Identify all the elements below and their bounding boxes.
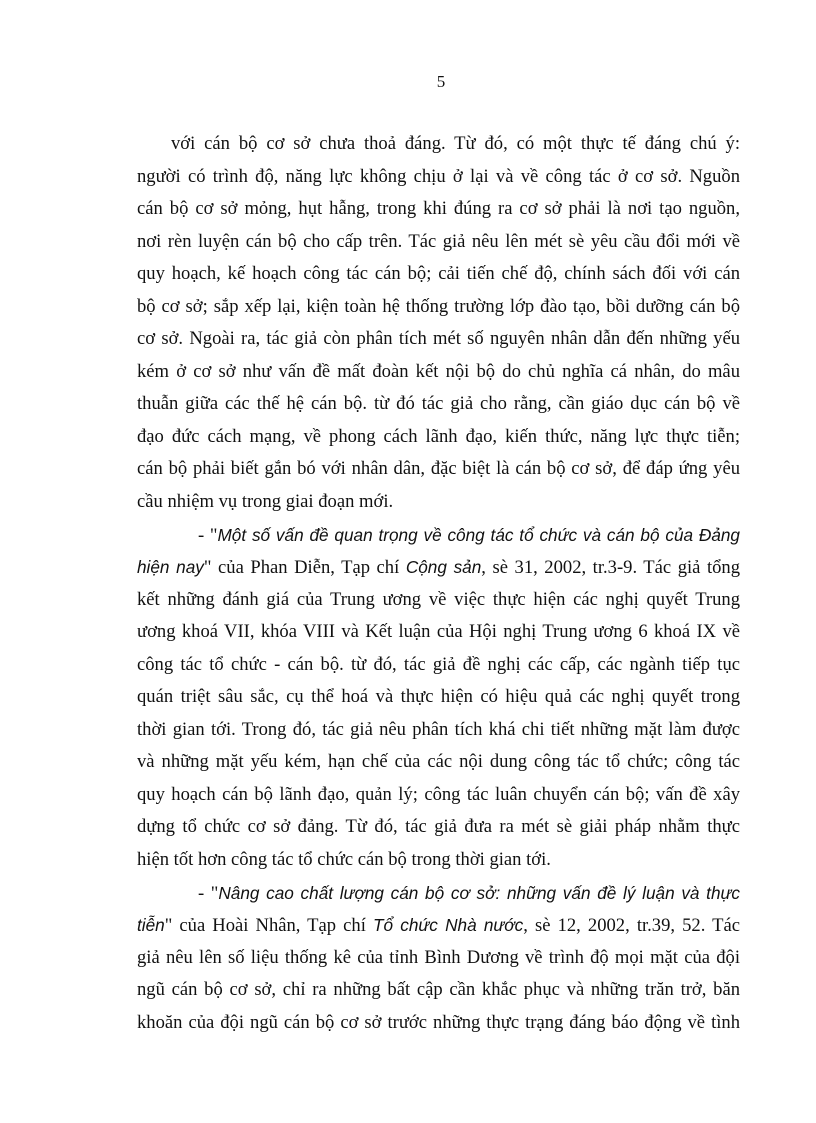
text-line: cán bộ cơ sở mỏng, hụt hẫng, trong khi đúng ra cơ sở phải là nơi tạo nguồn,	[137, 198, 740, 220]
text-line: hiện tốt hơn công tác tổ chức cán bộ trong thời gian tới.	[137, 849, 551, 871]
reference-title: Nâng cao chất lượng cán bộ cơ sở: những vấn đề lý luận và thực	[218, 882, 740, 903]
text-line: khoăn của đội ngũ cán bộ cơ sở trước những thực trạng đáng báo động về tình	[137, 1011, 740, 1033]
text-line: cầu nhiệm vụ trong giai đoạn mới.	[137, 491, 394, 513]
text-line: cơ sở. Ngoài ra, tác giả còn phân tích mét số nguyên nhân dẫn đến những yếu	[137, 328, 740, 350]
text-line: và những mặt yếu kém, hạn chế của các nội dung công tác tổ chức; công tác	[137, 751, 740, 773]
reference-title-continued: hiện nay	[137, 557, 204, 578]
reference-title-continued: tiễn	[137, 915, 165, 936]
reference-journal: Tổ chức Nhà nước	[372, 915, 524, 936]
text-line: quy hoạch cán bộ lãnh đạo, quản lý; công tác luân chuyển cán bộ; vấn đề xây	[137, 783, 740, 805]
quote-mark: "	[209, 524, 218, 546]
bullet-dash: -	[198, 524, 210, 546]
text-line: quy hoạch, kế hoạch công tác cán bộ; cải tiến chế độ, chính sách đối với cán	[137, 263, 740, 285]
quote-mark: "	[164, 915, 173, 937]
text-line: với cán bộ cơ sở chưa thoả đáng. Từ đó, có một thực tế đáng chú ý:	[171, 133, 740, 154]
text-line: kém ở cơ sở như vấn đề mất đoàn kết nội bộ do chủ nghĩa cá nhân, do mâu	[137, 360, 740, 382]
reference-entry-2-author-line	[137, 909, 740, 942]
text-line: giả nêu lên số liệu thống kê của tỉnh Bình Dương về trình độ mọi mặt của đội	[137, 946, 740, 968]
text-line: ương khoá VII, khóa VIII và Kết luận của Hội nghị Trung ương 6 khoá IX về	[137, 621, 740, 643]
reference-title: Một số vấn đề quan trọng về công tác tổ chức và cán bộ của Đảng	[217, 524, 740, 545]
quote-mark: "	[210, 882, 219, 904]
text-line: dựng tổ chức cơ sở đảng. Từ đó, tác giả đưa ra mét sè giải pháp nhằm thực	[137, 816, 740, 838]
reference-entry-2-title-line	[137, 877, 740, 910]
text-line: cán bộ phải biết gắn bó với nhân dân, đặc biệt là cán bộ cơ sở, để đáp ứng yêu	[137, 458, 740, 480]
text-line: quán triệt sâu sắc, cụ thể hoá và thực hiện có hiệu quả các nghị quyết trong	[137, 686, 740, 708]
page-number: 5	[436, 72, 446, 91]
reference-author: của Hoài Nhân, Tạp chí	[172, 915, 373, 937]
reference-details: , sè 31, 2002, tr.3-9. Tác giả tổng	[481, 557, 741, 579]
text-line: kết những đánh giá của Trung ương về việc thực hiện các nghị quyết Trung	[137, 588, 740, 610]
text-line: thuẫn giữa các thế hệ cán bộ. từ đó tác giả cho rằng, cần giáo dục cán bộ về	[137, 393, 740, 415]
reference-entry-1-author-line	[137, 551, 740, 584]
text-line: nơi rèn luyện cán bộ cho cấp trên. Tác giả nêu lên mét sè yêu cầu đổi mới về	[137, 230, 740, 252]
text-line: bộ cơ sở; sắp xếp lại, kiện toàn hệ thống trường lớp đào tạo, bồi dưỡng cán bộ	[137, 295, 740, 317]
reference-details: , sè 12, 2002, tr.39, 52. Tác	[523, 915, 740, 937]
bullet-dash: -	[198, 882, 211, 904]
text-line: công tác tổ chức - cán bộ. từ đó, tác giả đề nghị các cấp, các ngành tiếp tục	[137, 653, 740, 675]
text-line: thời gian tới. Trong đó, tác giả nêu phân tích khá chi tiết những mặt làm được	[137, 718, 740, 740]
reference-author: của Phan Diễn, Tạp chí	[211, 557, 406, 579]
body-text	[137, 128, 740, 1039]
text-line: người có trình độ, năng lực không chịu ở lại và về công tác ở cơ sở. Nguồn	[137, 165, 740, 187]
text-line: đạo đức cách mạng, về phong cách lãnh đạo, kiến thức, năng lực thực tiễn;	[137, 425, 740, 447]
reference-journal: Cộng sản	[405, 557, 482, 578]
reference-entry-1-title-line	[137, 519, 740, 552]
text-line: ngũ cán bộ cơ sở, chỉ ra những bất cập cần khắc phục và những trăn trở, băn	[137, 979, 740, 1001]
quote-mark: "	[203, 557, 212, 579]
